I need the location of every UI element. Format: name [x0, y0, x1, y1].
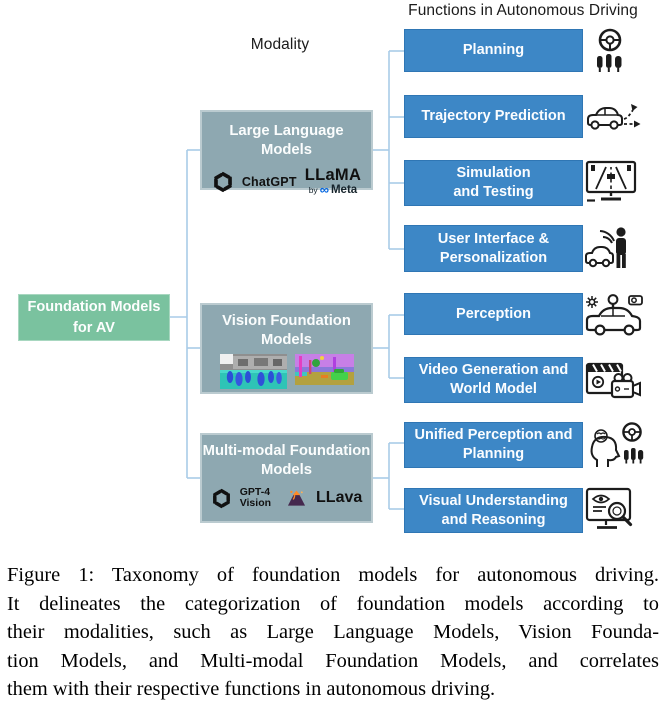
function-label: Trajectory Prediction: [421, 108, 566, 124]
function-box-user-interface-personalization: [404, 225, 583, 272]
root-label-line1: Foundation Models: [27, 298, 161, 315]
node-vision-foundation-models: [200, 303, 373, 394]
modality-title: [202, 312, 371, 350]
driving-simulator-monitor-icon: [584, 159, 650, 207]
node-foundation-models-for-av: [18, 294, 170, 341]
llama-wordmark: LLaMA by ∞ Meta: [304, 166, 362, 198]
chatgpt-wordmark: ChatGPT: [241, 174, 297, 189]
modality-title-line: Multi-modal Foundation: [202, 443, 371, 459]
clapperboard-video-camera-icon: [584, 355, 650, 403]
mmfm-logo-row: [202, 487, 371, 509]
function-box-video-generation-world-model: [404, 357, 583, 403]
function-label: Perception: [456, 305, 531, 322]
function-box-perception: [404, 293, 583, 335]
segmentation-people-thumbnail: [220, 354, 287, 389]
sensor-car-icon: [584, 292, 650, 338]
function-box-visual-understanding-reasoning: [404, 488, 583, 533]
modality-title-line: Models: [261, 332, 312, 348]
caption-line: tion Models, and Multi-modal Foundation Models, and correlates: [7, 649, 659, 672]
function-label: World Model: [450, 381, 537, 397]
function-label: Planning: [462, 42, 525, 58]
function-label: and Reasoning: [441, 511, 546, 528]
segmentation-street-thumbnail: [295, 354, 354, 385]
function-label: Video Generation and: [418, 362, 569, 378]
caption-line: Figure 1: Taxonomy of foundation models for autonomous driving.: [7, 564, 659, 586]
by-meta-wordmark: by ∞ Meta: [308, 182, 358, 198]
function-box-planning: [404, 29, 583, 72]
caption-line: It delineates the categorization of foundation models according to: [7, 592, 659, 615]
figure-caption: [7, 561, 659, 702]
person-car-signal-icon: [584, 224, 650, 272]
function-label: Unified Perception and: [414, 427, 573, 443]
node-large-language-models: [200, 110, 373, 198]
modality-title-line: Large Language Models: [229, 123, 344, 158]
column-header-modality: Modality: [250, 36, 310, 53]
function-box-simulation-and-testing: [404, 160, 583, 206]
openai-logo-icon: [212, 171, 234, 193]
caption-line: them with their respective functions in autonomous driving.: [7, 678, 496, 700]
function-label: Planning: [462, 446, 525, 462]
function-box-trajectory-prediction: [404, 95, 583, 138]
column-header-functions: Functions in Autonomous Driving: [408, 2, 638, 19]
brain-head-steering-pedals-icon: [584, 421, 650, 469]
modality-title-line: Vision Foundation: [222, 313, 351, 329]
segmentation-thumbnails: [202, 354, 371, 389]
openai-logo-icon: [211, 488, 232, 509]
meta-infinity-icon: ∞: [319, 182, 329, 198]
function-label: Visual Understanding: [419, 492, 568, 509]
caption-line: their modalities, such as Large Language Models, Vision Founda-: [7, 621, 659, 643]
modality-title-line: Models: [261, 462, 312, 478]
screen-eye-magnifier-icon: [584, 486, 650, 535]
function-label: Simulation: [456, 165, 531, 181]
modality-title: [202, 122, 371, 160]
steering-wheel-and-pedals-icon: [584, 27, 650, 75]
gpt4-vision-wordmark: GPT-4 Vision: [239, 486, 272, 509]
root-label-line2: for AV: [73, 319, 115, 336]
function-label: Personalization: [439, 249, 548, 266]
function-label: User Interface &: [437, 230, 550, 247]
llava-wordmark: LLava: [316, 489, 363, 506]
llm-logo-row: [202, 167, 371, 196]
llava-volcano-icon: [287, 489, 306, 507]
function-box-unified-perception-planning: [404, 422, 583, 468]
function-label: and Testing: [453, 184, 534, 200]
modality-title: [202, 442, 371, 480]
node-multi-modal-foundation-models: [200, 433, 373, 523]
car-with-trajectory-arrows-icon: [584, 96, 650, 136]
